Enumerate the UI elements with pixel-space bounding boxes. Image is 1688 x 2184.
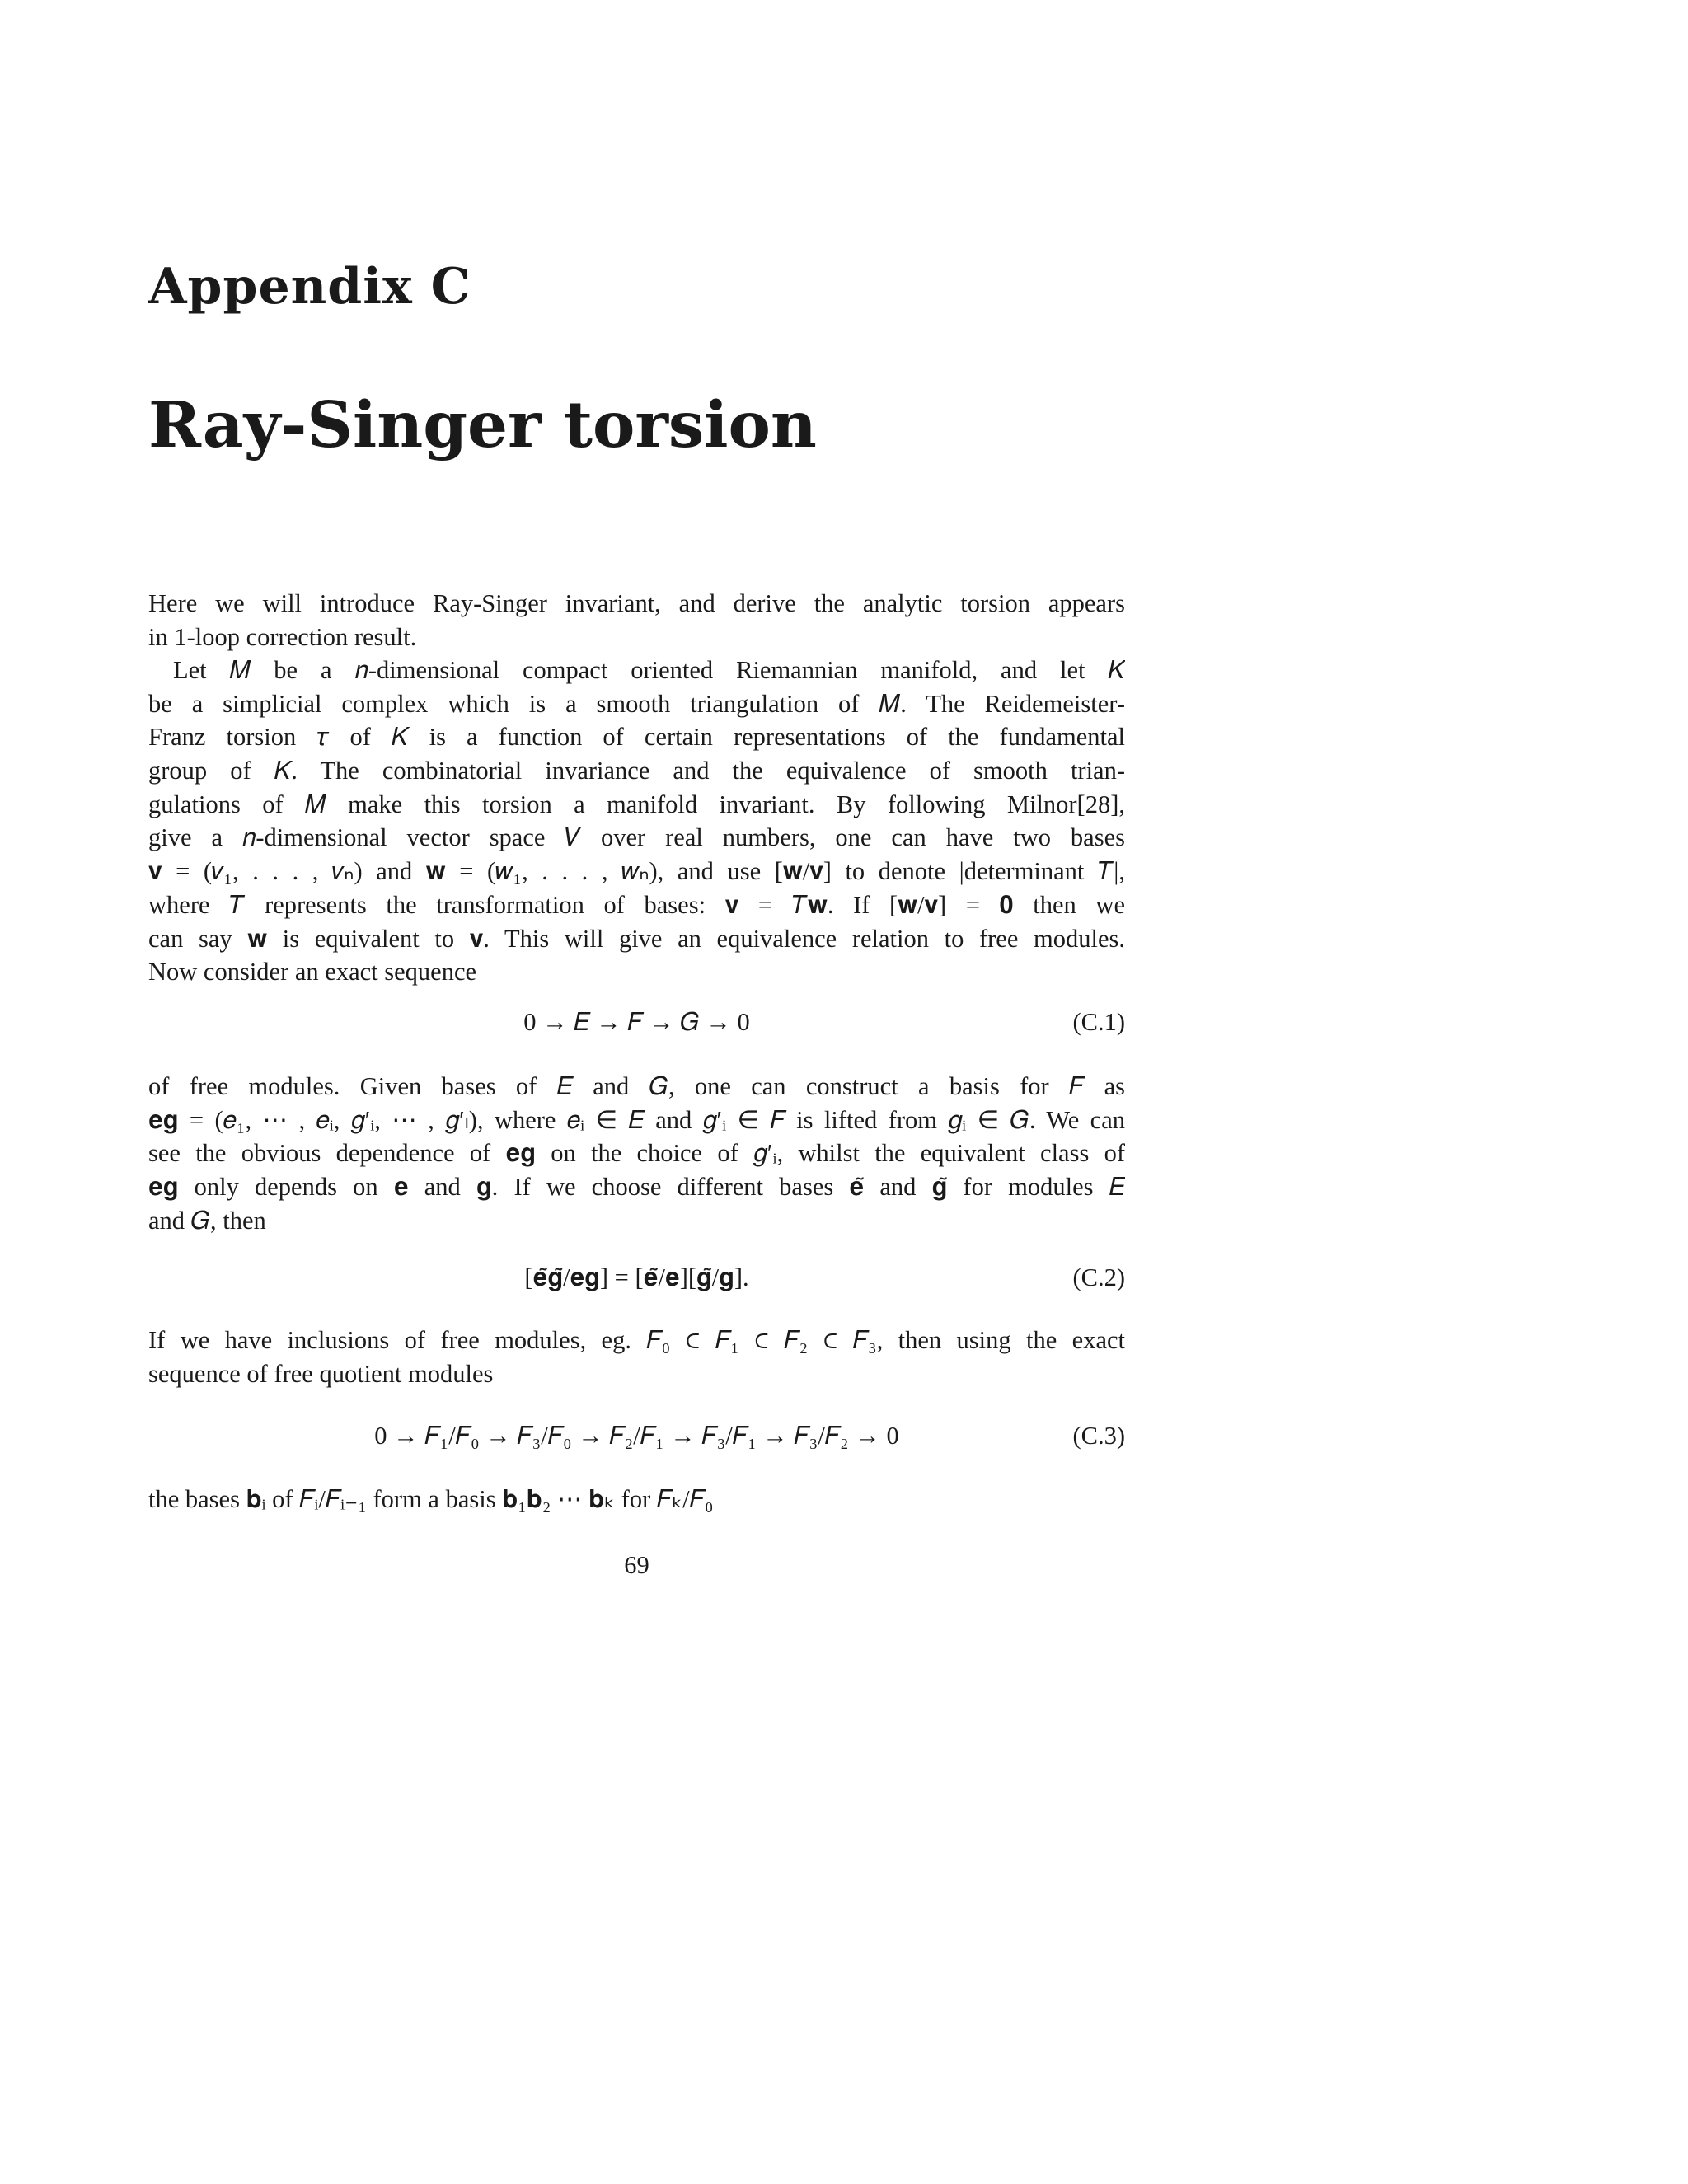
equation-c1	[148, 1004, 1125, 1040]
equation-number: (C.2)	[1072, 1263, 1125, 1291]
paragraph-bases	[148, 1070, 1125, 1237]
equation-expression: [𝐞̃𝐠̃/𝐞𝐠] = [𝐞̃/𝐞][𝐠̃/𝐠].	[524, 1263, 749, 1291]
paragraph-line: be a simplicial complex which is a smooth triangulation of 𝑀. The Reidemeister-	[148, 689, 1125, 718]
paragraph-line: sequence of free quotient modules	[148, 1359, 494, 1388]
paragraph-line: give a 𝑛-dimensional vector space 𝑉 over real numbers, one can have two bases	[148, 823, 1125, 852]
paragraph-line: 𝐞𝐠 = (𝑒₁, ⋯ , 𝑒ᵢ, 𝑔′ᵢ, ⋯ , 𝑔′ₗ), where 𝑒ᵢ ∈ 𝐸 and 𝑔′ᵢ ∈ 𝐹 is lifted from 𝑔ᵢ ∈ 𝐺. We can	[148, 1105, 1125, 1134]
paragraph-line: Now consider an exact sequence	[148, 958, 477, 987]
paragraph-line: the bases 𝐛ᵢ of 𝐹ᵢ/𝐹ᵢ₋₁ form a basis 𝐛₁𝐛₂ ⋯ 𝐛ₖ for 𝐹ₖ/𝐹₀	[148, 1485, 714, 1513]
paragraph-line: and 𝐺, then	[148, 1206, 266, 1235]
paragraph-line: Here we will introduce Ray-Singer invariant, and derive the analytic torsion appears	[148, 589, 1125, 617]
paragraph-line: gulations of 𝑀 make this torsion a manifold invariant. By following Milnor[28],	[148, 790, 1125, 818]
paragraph-inclusions	[148, 1324, 1125, 1390]
paragraph-definitions	[148, 654, 1125, 989]
chapter-title: Ray-Singer torsion	[148, 388, 817, 462]
paragraph-line: group of 𝐾. The combinatorial invariance and the equivalence of smooth trian-	[148, 757, 1125, 785]
paragraph-line: of free modules. Given bases of 𝐸 and 𝐺, one can construct a basis for 𝐹 as	[148, 1072, 1125, 1100]
equation-expression: 0 → 𝐸 → 𝐹 → 𝐺 → 0	[523, 1008, 750, 1036]
equation-number: (C.1)	[1072, 1008, 1125, 1036]
paragraph-line: 𝐯 = (𝑣₁, . . . , 𝑣ₙ) and 𝐰 = (𝑤₁, . . . , 𝑤ₙ), and use [𝐰/𝐯] to denote |determinant 𝑇|,	[148, 857, 1125, 886]
paragraph-line: can say 𝐰 is equivalent to 𝐯. This will give an equivalence relation to free modules.	[148, 924, 1125, 953]
equation-c2	[148, 1259, 1125, 1296]
equation-c3	[148, 1418, 1125, 1454]
equation-number: (C.3)	[1072, 1422, 1125, 1450]
paragraph-line: 𝐞𝐠 only depends on 𝐞 and 𝐠. If we choose different bases 𝐞̃ and 𝐠̃ for modules 𝐸	[148, 1173, 1125, 1202]
appendix-label: Appendix C	[148, 258, 471, 316]
paragraph-line: If we have inclusions of free modules, eg. 𝐹₀ ⊂ 𝐹₁ ⊂ 𝐹₂ ⊂ 𝐹₃, then using the exact	[148, 1326, 1125, 1354]
paragraph-line: see the obvious dependence of 𝐞𝐠 on the choice of 𝑔′ᵢ, whilst the equivalent class of	[148, 1139, 1125, 1168]
paragraph-line: in 1-loop correction result.	[148, 622, 417, 651]
paragraph-quotient-bases	[148, 1483, 1125, 1516]
paragraph-line: Franz torsion 𝜏 of 𝐾 is a function of certain representations of the fundamental	[148, 723, 1125, 752]
page-number: 69	[624, 1551, 649, 1579]
paragraph-intro	[148, 587, 1125, 654]
equation-expression: 0 → 𝐹₁/𝐹₀ → 𝐹₃/𝐹₀ → 𝐹₂/𝐹₁ → 𝐹₃/𝐹₁ → 𝐹₃/𝐹₂ → 0	[374, 1422, 899, 1450]
paragraph-line: where 𝑇 represents the transformation of bases: 𝐯 = 𝑇𝐰. If [𝐰/𝐯] = 𝟎 then we	[148, 890, 1125, 919]
paragraph-line: Let 𝑀 be a 𝑛-dimensional compact oriented Riemannian manifold, and let 𝐾	[173, 656, 1125, 684]
